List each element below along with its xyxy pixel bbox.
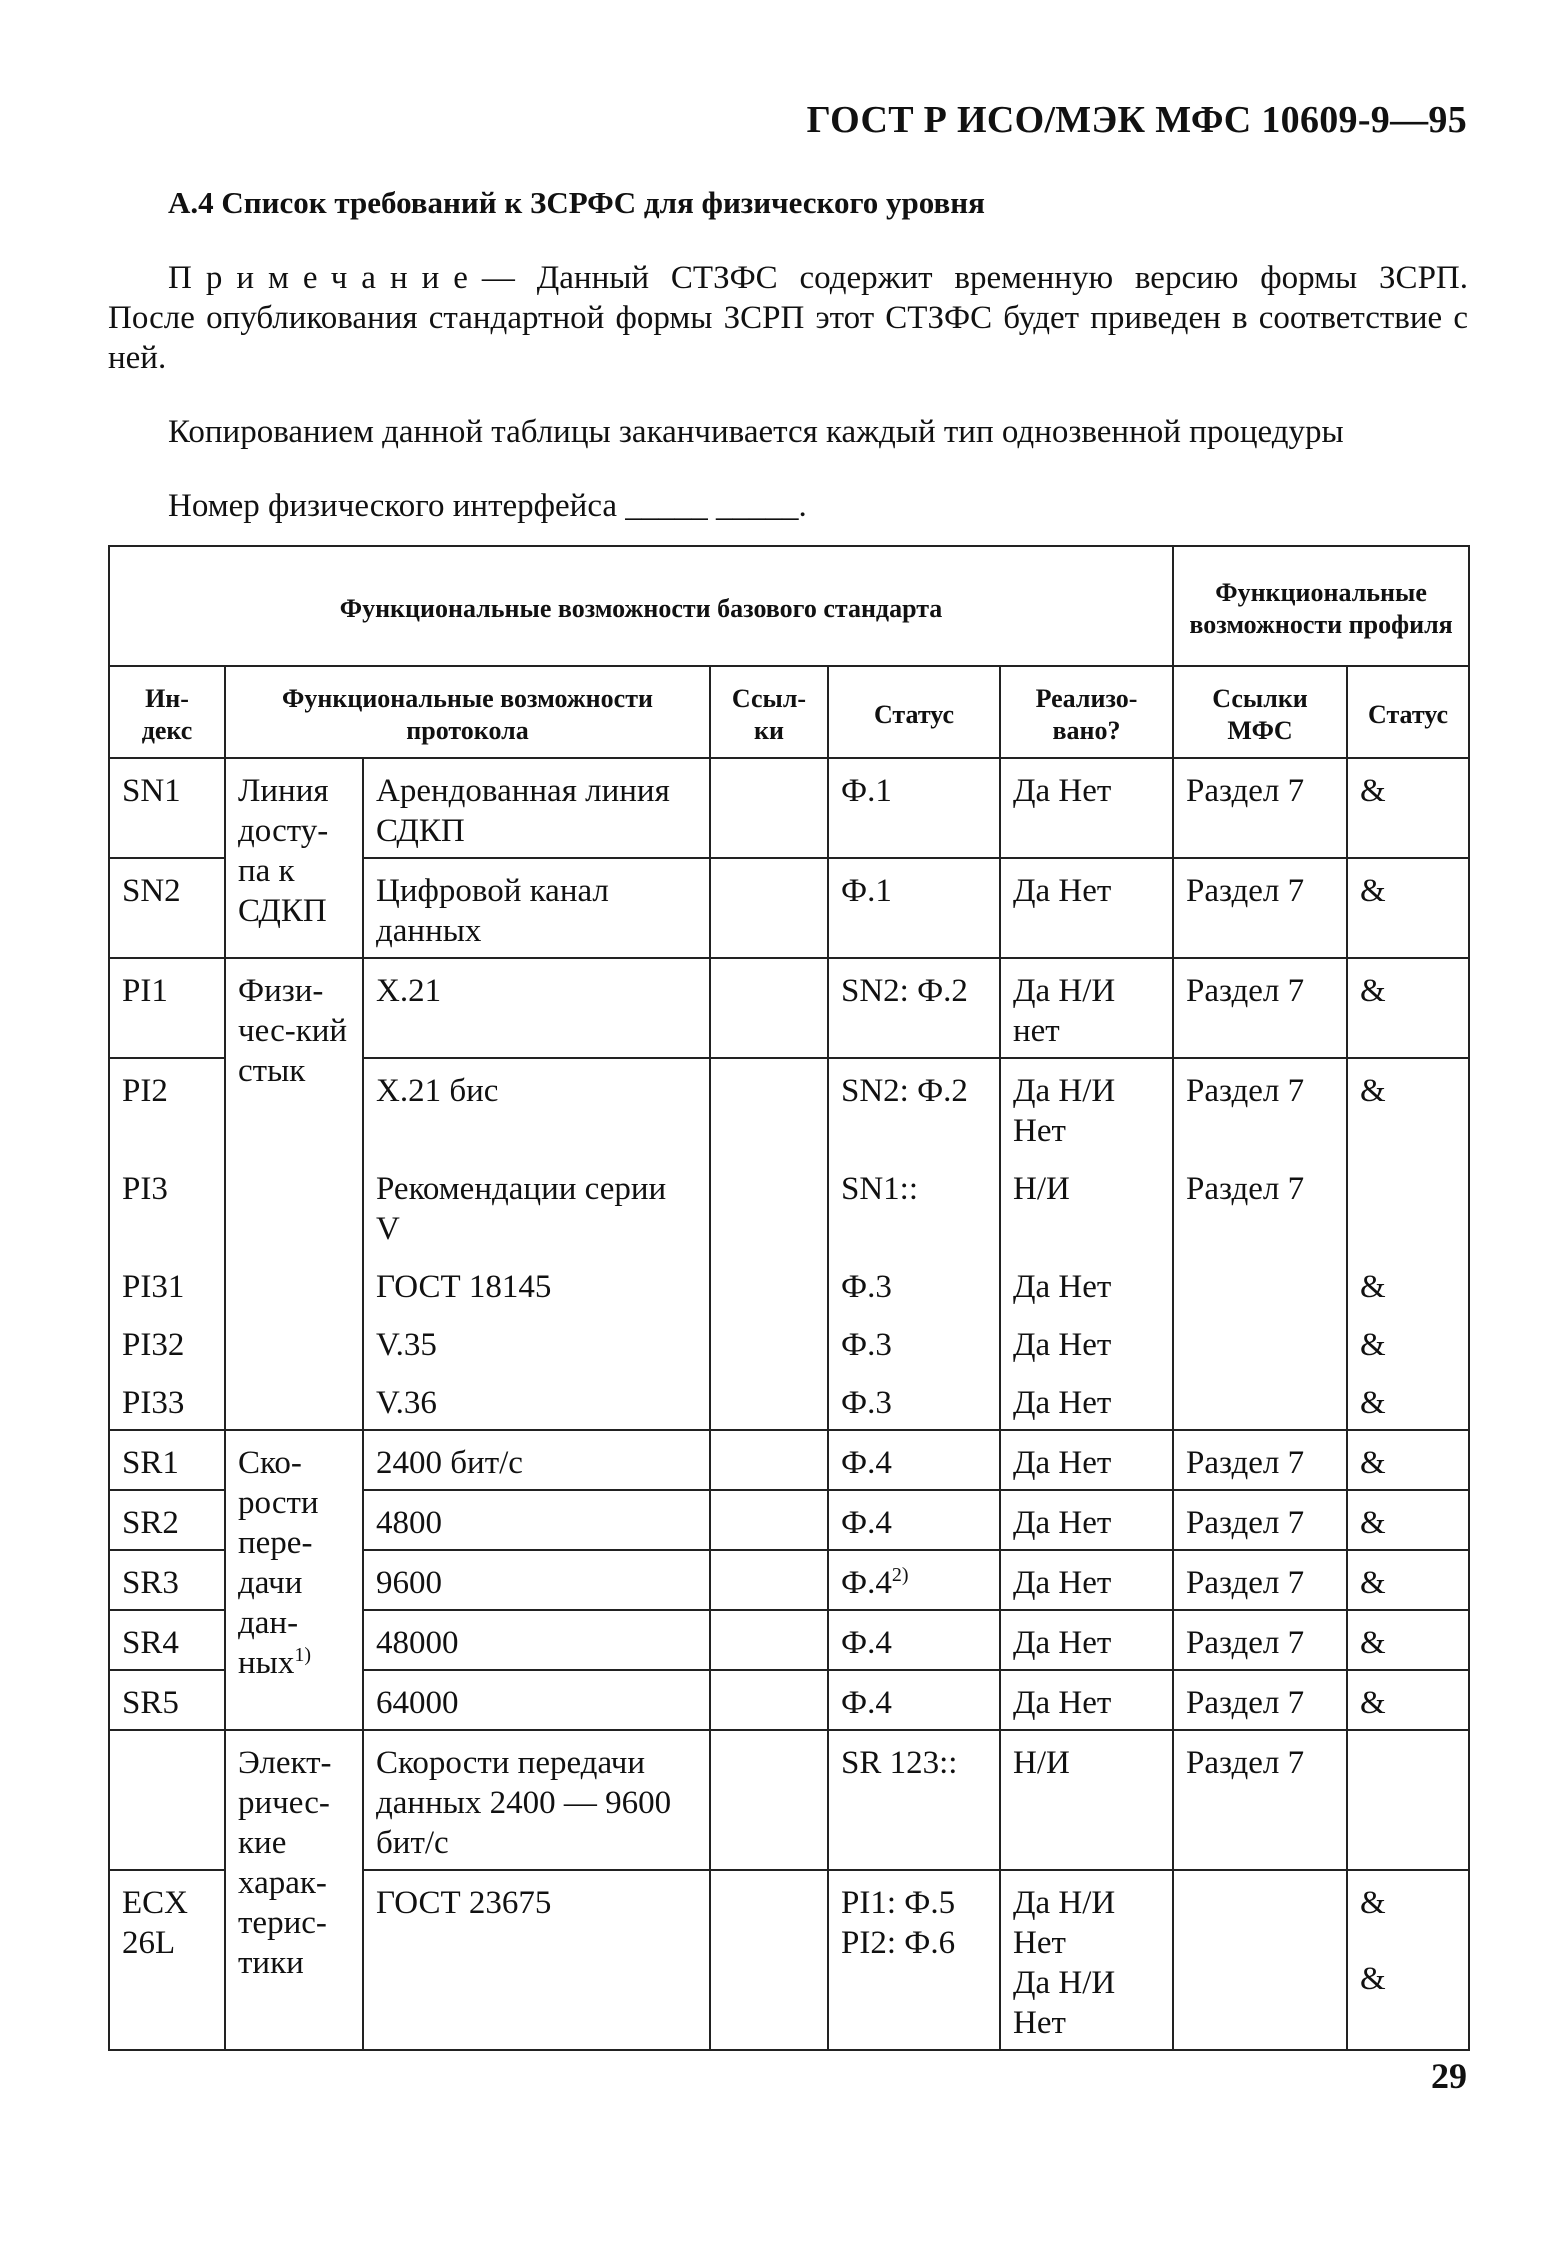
row-status: Ф.4 xyxy=(828,1670,1000,1730)
row-mfs xyxy=(1173,1313,1347,1371)
table-row xyxy=(109,1430,1469,1490)
row-refs xyxy=(710,1371,828,1430)
row-impl: Н/И xyxy=(1000,1730,1173,1870)
row-index: PI33 xyxy=(109,1371,225,1430)
row-impl: Да Н/И нет xyxy=(1000,958,1173,1058)
row-pstatus xyxy=(1347,1870,1469,2050)
row-status: Ф.3 xyxy=(828,1371,1000,1430)
row-pstatus: & xyxy=(1347,758,1469,858)
row-pstatus: & xyxy=(1347,1490,1469,1550)
row-name: 64000 xyxy=(363,1670,710,1730)
col-status: Статус xyxy=(828,666,1000,758)
row-impl: Да Нет xyxy=(1000,1670,1173,1730)
row-mfs xyxy=(1173,1371,1347,1430)
row-refs xyxy=(710,1490,828,1550)
row-name: 2400 бит/с xyxy=(363,1430,710,1490)
row-index: SR2 xyxy=(109,1490,225,1550)
row-pstatus: & xyxy=(1347,958,1469,1058)
row-index: SR1 xyxy=(109,1430,225,1490)
row-index: ECX 26L xyxy=(109,1870,225,2050)
base-standard-header: Функциональные возможности базового стандарта xyxy=(109,546,1173,666)
interface-number-line xyxy=(108,486,1468,526)
row-name: Рекомендации серии V xyxy=(363,1157,710,1255)
group-phys: Физи-чес-кий стык xyxy=(225,958,363,1430)
row-status: Ф.1 xyxy=(828,758,1000,858)
row-status: Ф.3 xyxy=(828,1255,1000,1313)
row-impl: Н/И xyxy=(1000,1157,1173,1255)
row-refs xyxy=(710,1157,828,1255)
row-pstatus: & xyxy=(1347,858,1469,958)
row-index: PI1 xyxy=(109,958,225,1058)
copy-text: Копированием данной таблицы заканчивается каждый тип однозвенной процедуры xyxy=(168,414,1344,450)
row-status: Ф.1 xyxy=(828,858,1000,958)
row-impl: Да Нет xyxy=(1000,758,1173,858)
table-row xyxy=(109,758,1469,858)
row-name: X.21 xyxy=(363,958,710,1058)
row-name: 9600 xyxy=(363,1550,710,1610)
row-refs xyxy=(710,1255,828,1313)
interface-label: Номер физического интерфейса _____ _____. xyxy=(168,488,807,524)
row-status: Ф.4 xyxy=(828,1490,1000,1550)
row-mfs: Раздел 7 xyxy=(1173,1670,1347,1730)
pstatus-line: & xyxy=(1360,1961,1386,1997)
row-refs xyxy=(710,1313,828,1371)
status-line: PI1: Ф.5 xyxy=(841,1885,956,1921)
row-impl: Да Нет xyxy=(1000,1490,1173,1550)
col-capabilities: Функциональные возможности протокола xyxy=(225,666,710,758)
row-mfs: Раздел 7 xyxy=(1173,1610,1347,1670)
row-pstatus: & xyxy=(1347,1550,1469,1610)
row-pstatus: & xyxy=(1347,1670,1469,1730)
row-index: SR4 xyxy=(109,1610,225,1670)
impl-line: Да Н/И Нет xyxy=(1013,1885,1116,1961)
row-impl: Да Нет xyxy=(1000,1430,1173,1490)
row-name: 4800 xyxy=(363,1490,710,1550)
row-index xyxy=(109,1730,225,1870)
row-status: SN2: Ф.2 xyxy=(828,958,1000,1058)
row-name: V.35 xyxy=(363,1313,710,1371)
row-index: SN1 xyxy=(109,758,225,858)
row-impl: Да Нет xyxy=(1000,1371,1173,1430)
row-impl: Да Нет xyxy=(1000,1550,1173,1610)
row-impl: Да Нет xyxy=(1000,1610,1173,1670)
col-implemented: Реализо-вано? xyxy=(1000,666,1173,758)
group-access: Линия досту-па к СДКП xyxy=(225,758,363,958)
row-status: SR 123:: xyxy=(828,1730,1000,1870)
row-status: Ф.4 xyxy=(828,1430,1000,1490)
impl-line: Да Н/И Нет xyxy=(1013,1965,1116,2041)
row-refs xyxy=(710,1550,828,1610)
row-name: Арендованная линия СДКП xyxy=(363,758,710,858)
row-status: Ф.4 xyxy=(828,1610,1000,1670)
row-refs xyxy=(710,1670,828,1730)
row-refs xyxy=(710,1730,828,1870)
col-refs: Ссыл-ки xyxy=(710,666,828,758)
col-profile-status: Статус xyxy=(1347,666,1469,758)
row-index: PI2 xyxy=(109,1058,225,1157)
note-text: — Данный СТЗФС содержит временную версию формы ЗСРП. После опубликования стандартной формы ЗСРП этот СТЗФС будет приведен в соответствие с ней. xyxy=(108,260,1468,376)
profile-header: Функциональные возможности профиля xyxy=(1173,546,1469,666)
row-refs xyxy=(710,858,828,958)
note-label: Примечание xyxy=(168,260,482,296)
row-pstatus xyxy=(1347,1157,1469,1255)
row-pstatus: & xyxy=(1347,1313,1469,1371)
row-pstatus: & xyxy=(1347,1058,1469,1157)
row-index: PI32 xyxy=(109,1313,225,1371)
row-name: Скорости передачи данных 2400 — 9600 бит/с xyxy=(363,1730,710,1870)
row-mfs: Раздел 7 xyxy=(1173,1430,1347,1490)
row-index: SR5 xyxy=(109,1670,225,1730)
row-impl: Да Н/И Нет xyxy=(1000,1058,1173,1157)
row-status: Ф.4$^{2)}$ xyxy=(828,1550,1000,1610)
table-row xyxy=(109,1730,1469,1870)
row-name: Цифровой канал данных xyxy=(363,858,710,958)
section-title: А.4 Список требований к ЗСРФС для физического уровня xyxy=(168,185,985,220)
row-mfs xyxy=(1173,1870,1347,2050)
row-impl: Да Нет xyxy=(1000,1313,1173,1371)
row-index: SR3 xyxy=(109,1550,225,1610)
row-mfs: Раздел 7 xyxy=(1173,1730,1347,1870)
row-index: PI31 xyxy=(109,1255,225,1313)
copy-instruction xyxy=(108,412,1468,452)
row-pstatus: & xyxy=(1347,1255,1469,1313)
document-code: ГОСТ Р ИСО/МЭК МФС 10609-9—95 xyxy=(806,99,1467,141)
row-impl: Да Нет xyxy=(1000,1255,1173,1313)
page-number: 29 xyxy=(1431,2056,1467,2096)
row-mfs: Раздел 7 xyxy=(1173,1490,1347,1550)
footnote-marker: 2) xyxy=(891,1564,909,1586)
pstatus-line: & xyxy=(1360,1885,1386,1921)
row-name: ГОСТ 23675 xyxy=(363,1870,710,2050)
row-refs xyxy=(710,1870,828,2050)
row-name: X.21 бис xyxy=(363,1058,710,1157)
group-rates: Ско-рости пере-дачи дан-ных$^{1)}$ xyxy=(225,1430,363,1730)
row-refs xyxy=(710,1058,828,1157)
row-mfs: Раздел 7 xyxy=(1173,1550,1347,1610)
row-mfs xyxy=(1173,1255,1347,1313)
row-pstatus: & xyxy=(1347,1430,1469,1490)
row-mfs: Раздел 7 xyxy=(1173,1157,1347,1255)
row-status xyxy=(828,1870,1000,2050)
row-pstatus: & xyxy=(1347,1371,1469,1430)
footnote-marker: 1) xyxy=(294,1644,312,1666)
col-mfs-refs: Ссылки МФС xyxy=(1173,666,1347,758)
row-impl xyxy=(1000,1870,1173,2050)
row-name: V.36 xyxy=(363,1371,710,1430)
row-impl: Да Нет xyxy=(1000,858,1173,958)
row-index: PI3 xyxy=(109,1157,225,1255)
note-paragraph xyxy=(108,258,1468,378)
row-mfs: Раздел 7 xyxy=(1173,858,1347,958)
row-refs xyxy=(710,758,828,858)
col-index: Ин-декс xyxy=(109,666,225,758)
row-refs xyxy=(710,958,828,1058)
group-header-row xyxy=(109,546,1469,666)
row-mfs: Раздел 7 xyxy=(1173,1058,1347,1157)
requirements-table xyxy=(108,545,1470,2051)
row-refs xyxy=(710,1610,828,1670)
row-name: 48000 xyxy=(363,1610,710,1670)
row-pstatus xyxy=(1347,1730,1469,1870)
row-mfs: Раздел 7 xyxy=(1173,958,1347,1058)
row-refs xyxy=(710,1430,828,1490)
row-name: ГОСТ 18145 xyxy=(363,1255,710,1313)
row-mfs: Раздел 7 xyxy=(1173,758,1347,858)
row-status: SN2: Ф.2 xyxy=(828,1058,1000,1157)
column-header-row xyxy=(109,666,1469,758)
status-line: PI2: Ф.6 xyxy=(841,1925,956,1961)
row-pstatus: & xyxy=(1347,1610,1469,1670)
row-status: Ф.3 xyxy=(828,1313,1000,1371)
table-row xyxy=(109,958,1469,1058)
row-index: SN2 xyxy=(109,858,225,958)
row-status: SN1:: xyxy=(828,1157,1000,1255)
group-elec: Элект-ричес-кие харак-терис-тики xyxy=(225,1730,363,2050)
